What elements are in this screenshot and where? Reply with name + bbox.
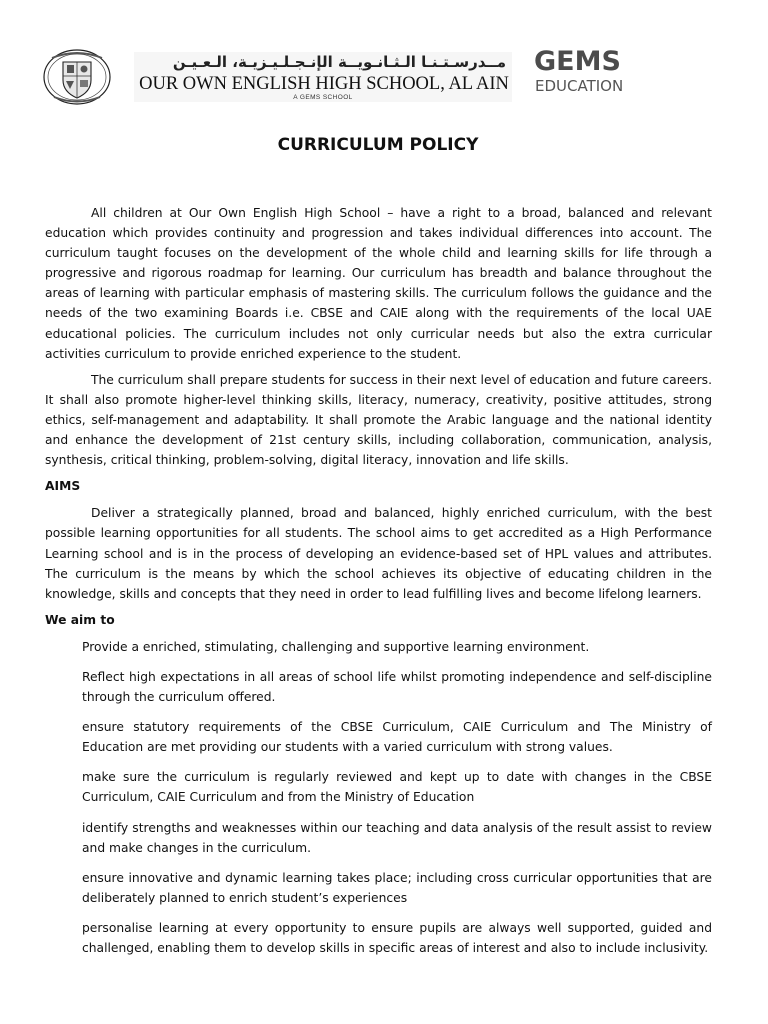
document-title: CURRICULUM POLICY: [277, 135, 479, 155]
list-item: personalise learning at every opportunity to ensure pupils are always well supported, guided and challenged, enabling them to develop skills in specific areas of interest and also to include inclusivity.: [82, 920, 712, 955]
we-aim-heading: We aim to: [45, 612, 115, 627]
gems-logo-word: GEMS: [534, 46, 621, 77]
school-crest-logo: [42, 48, 112, 106]
aims-heading: AIMS: [45, 479, 81, 494]
document-body: [45, 203, 712, 968]
gems-school-tagline: A GEMS SCHOOL: [293, 94, 353, 101]
list-item: make sure the curriculum is regularly reviewed and kept up to date with changes in the CBSE Curriculum, CAIE Curriculum and from the Ministry of Education: [82, 770, 712, 805]
intro-paragraph: All children at Our Own English High School – have a right to a broad, balanced and relevant education which provides continuity and progression and takes individual differences into account. The curriculum taught focuses on the development of the whole child and learning skills for life through a progressive and rigorous roadmap for learning. Our curriculum has breadth and balance throughout the areas of learning with particular emphasis of mastering skills. The curriculum follows the guidance and the needs of the two examining Boards i.e. CBSE and CAIE along with the requirements of the local UAE educational policies. The curriculum includes not only curricular needs but also the extra curricular activities curriculum to provide enriched experience to the student.: [45, 206, 712, 361]
school-name-english: OUR OWN ENGLISH HIGH SCHOOL, AL AIN: [139, 74, 509, 94]
gems-logo-subtitle: EDUCATION: [535, 77, 624, 95]
school-name-arabic: مــدرسـتـنـا الـثـانـويــة الإنـجـلـيـزيـة، الـعـيـن: [172, 53, 506, 71]
list-item: Provide a enriched, stimulating, challenging and supportive learning environment.: [82, 639, 590, 654]
list-item: Reflect high expectations in all areas of school life whilst promoting independence and self-discipline through the curriculum offered.: [82, 669, 712, 705]
intro-paragraph: The curriculum shall prepare students for success in their next level of education and future careers. It shall also promote higher-level thinking skills, literacy, numeracy, creativity, positive attitudes, strong ethics, self-management and adaptability. It shall promote the Arabic language and the national identity and enhance the development of 21st century skills, including collaboration, communication, analysis, synthesis, critical thinking, problem-solving, digital literacy, innovation and life skills.: [45, 372, 712, 468]
school-name-block: [134, 52, 512, 102]
aims-paragraph: Deliver a strategically planned, broad and balanced, highly enriched curriculum, with the best possible learning opportunities for all students. The school aims to get accredited as a High Performance Learning school and is in the process of developing an evidence-based set of HPL values and attributes. The curriculum is the means by which the school achieves its objective of educating children in the knowledge, skills and concepts that they need in order to lead fulfilling lives and become lifelong learners.: [45, 506, 712, 601]
gems-education-logo: [532, 46, 647, 98]
list-item: ensure statutory requirements of the CBSE Curriculum, CAIE Curriculum and The Ministry of Education are met providing our students with a varied curriculum with strong values.: [82, 720, 712, 755]
letterhead: [0, 0, 768, 110]
list-item: ensure innovative and dynamic learning takes place; including cross curricular opportunities that are deliberately planned to enrich student’s experiences: [82, 870, 712, 905]
list-item: identify strengths and weaknesses within our teaching and data analysis of the result assist to review and make changes in the curriculum.: [82, 820, 712, 855]
aims-list: [45, 637, 712, 958]
